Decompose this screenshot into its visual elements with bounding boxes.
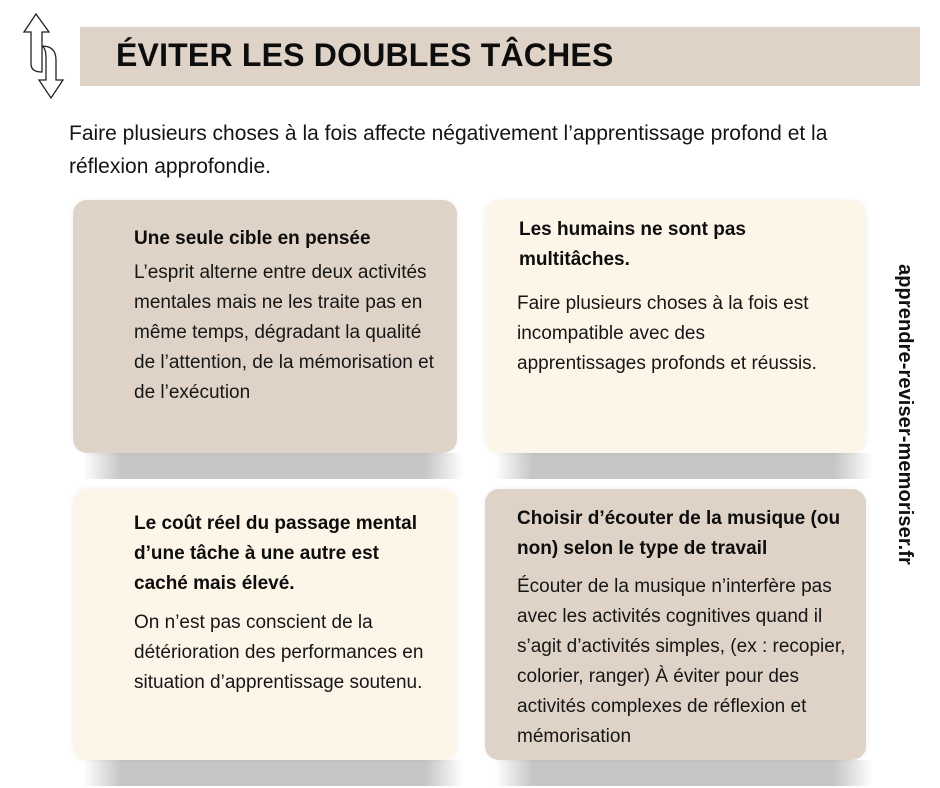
card-body: Écouter de la musique n’interfère pas avec les activités cognitives quand il s’agit d’activités simples, (ex : recopier, colorier, ranger) À éviter pour des activités complexes de réflexion et mémorisation: [517, 576, 846, 747]
title-banner: [80, 27, 920, 86]
card-shadow: [83, 760, 463, 786]
page-title: ÉVITER LES DOUBLES TÂCHES: [116, 37, 614, 73]
card-title: Les humains ne sont pas multitâches.: [519, 219, 746, 270]
card-background: [485, 200, 866, 453]
card-shadow: [495, 453, 872, 479]
card-shadow: [83, 453, 463, 479]
card-body: L’esprit alterne entre deux activités mentales mais ne les traite pas en même temps, dégradant la qualité de l’attention, de la mémorisation et de l’exécution: [134, 262, 434, 403]
card-background: [73, 200, 457, 453]
card-body: Faire plusieurs choses à la fois est incompatible avec des apprentissages profonds et réussis.: [517, 293, 817, 374]
card-body: On n’est pas conscient de la détérioration des performances en situation d’apprentissage soutenu.: [134, 612, 424, 693]
card-title: Une seule cible en pensée: [134, 228, 371, 249]
card-switching-cost: [73, 489, 457, 760]
website-label: apprendre-reviser-memoriser.fr: [894, 264, 916, 565]
card-music-choice: [485, 489, 866, 760]
card-title: Le coût réel du passage mental d’une tâche à une autre est caché mais élevé.: [134, 513, 417, 594]
card-title: Choisir d’écouter de la musique (ou non) selon le type de travail: [517, 508, 841, 559]
card-single-target: [73, 200, 457, 453]
intro-paragraph: Faire plusieurs choses à la fois affecte négativement l’apprentissage profond et la réflexion approfondie.: [69, 122, 828, 178]
card-not-multitasking: [485, 200, 866, 453]
card-background: [485, 489, 866, 760]
up-down-arrows-icon: [22, 12, 74, 100]
card-background: [73, 489, 457, 760]
card-shadow: [495, 760, 872, 786]
